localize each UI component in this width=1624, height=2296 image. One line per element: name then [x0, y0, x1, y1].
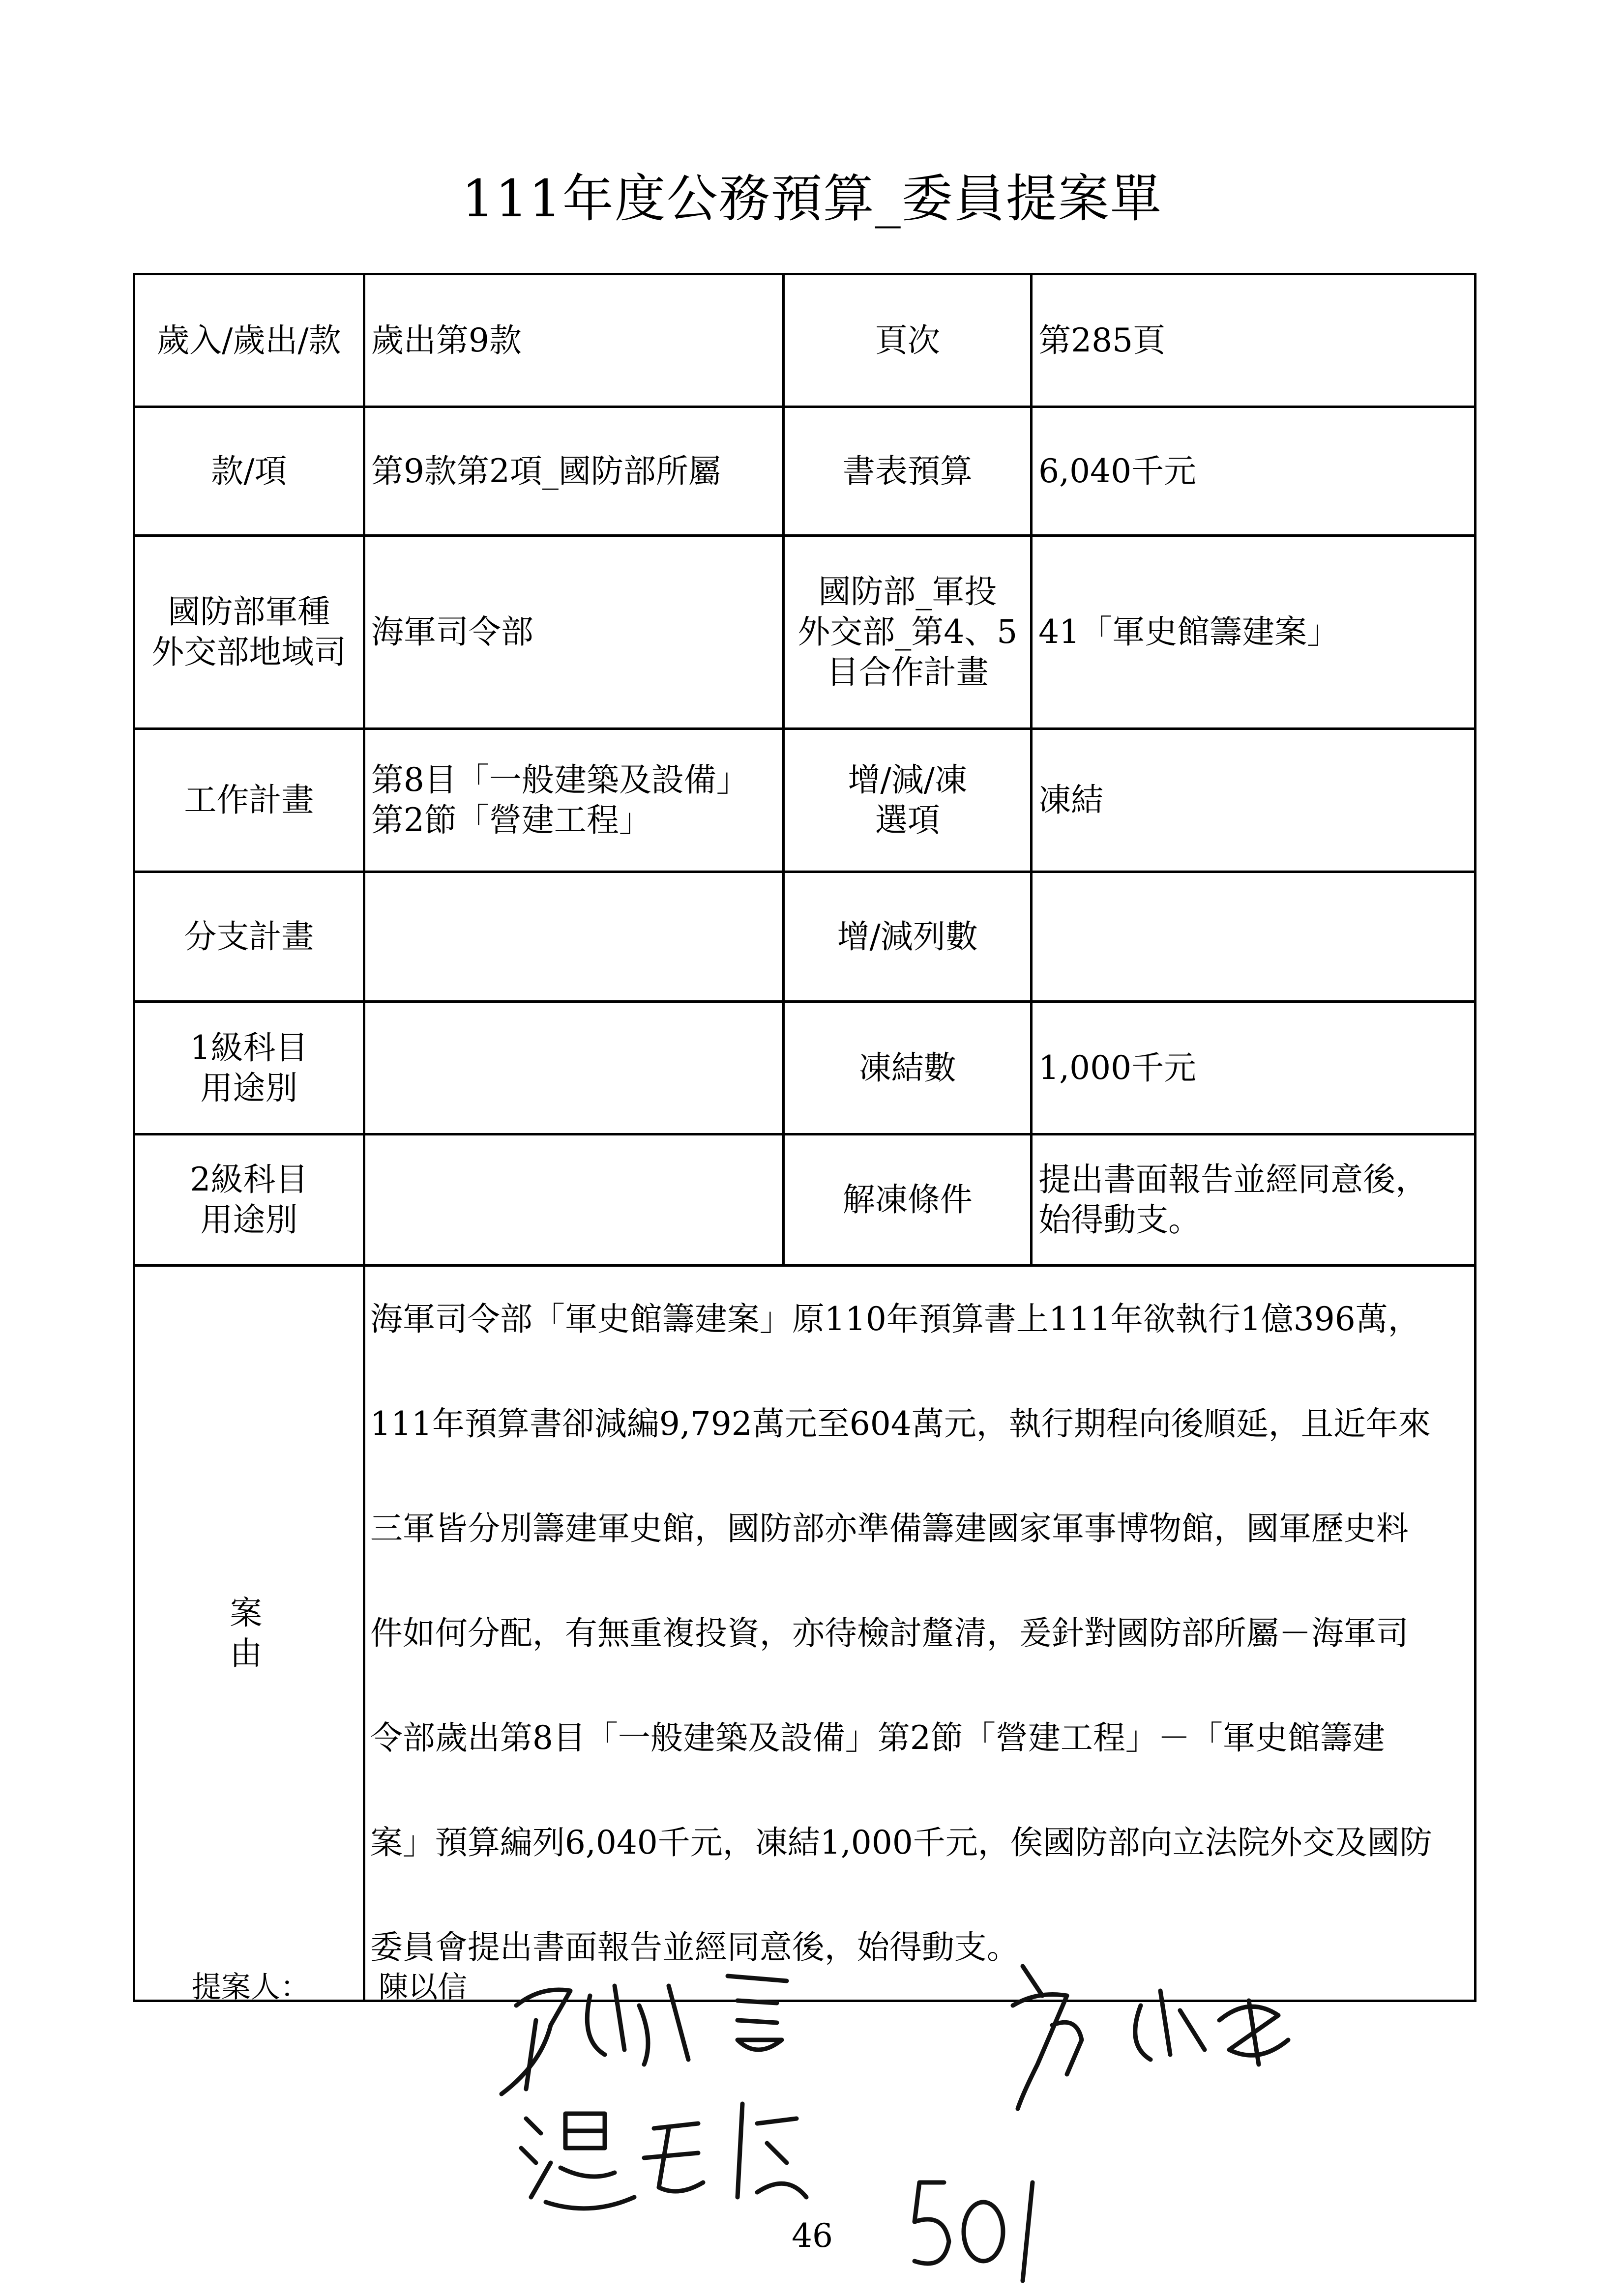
value-line: 提出書面報告並經同意後，	[1038, 1161, 1428, 1198]
proposer-label: 提案人：	[192, 1970, 310, 2005]
signature-3	[521, 2104, 806, 2209]
field-label: 書表預算	[784, 407, 1032, 536]
field-label: 歲入/歲出/款	[134, 274, 364, 407]
label-line: 外交部_第4、5	[797, 613, 1018, 651]
proposer-name: 陳以信	[379, 1970, 467, 2005]
reason-line: 海軍司令部「軍史館籌建案」原110年預算書上111年欲執行1億396萬，	[370, 1300, 1420, 1338]
field-value: 1,000千元	[1032, 1002, 1476, 1134]
label-line: 2級科目	[190, 1161, 308, 1198]
reason-line: 委員會提出書面報告並經同意後，始得動支。	[370, 1928, 1019, 1966]
reason-line: 三軍皆分別籌建軍史館，國防部亦準備籌建國家軍事博物館，國軍歷史料	[370, 1510, 1409, 1547]
value-line: 始得動支。	[1038, 1201, 1201, 1239]
field-label: 凍結數	[784, 1002, 1032, 1134]
signature-2	[1013, 1966, 1288, 2109]
page-title: 111年度公務預算_委員提案單	[462, 169, 1162, 229]
reason-label: 案由	[134, 1266, 364, 2001]
field-label: 頁次	[784, 274, 1032, 407]
label-line: 外交部地域司	[151, 633, 347, 671]
field-label: 工作計畫	[134, 729, 364, 872]
value-line: 第8目「一般建築及設備」	[371, 761, 749, 799]
field-label: 分支計畫	[134, 872, 364, 1002]
field-value: 41「軍史館籌建案」	[1032, 536, 1476, 729]
value-line: 第2節「營建工程」	[371, 801, 651, 839]
field-value: 第285頁	[1032, 274, 1476, 407]
field-value: 歲出第9款	[364, 274, 783, 407]
label-line: 國防部軍種	[168, 593, 330, 631]
label-line: 國防部_軍投	[818, 573, 997, 610]
field-value: 6,040千元	[1032, 407, 1476, 536]
reason-line: 件如何分配，有無重複投資，亦待檢討釐清，爰針對國防部所屬－海軍司	[370, 1614, 1409, 1652]
label-line: 用途別	[200, 1201, 298, 1239]
label-line: 1級科目	[190, 1028, 308, 1067]
field-value: 第9款第2項_國防部所屬	[364, 407, 783, 536]
handwritten-number-501	[915, 2182, 1033, 2281]
field-value: 海軍司令部	[364, 536, 783, 729]
label-line: 增/減/凍	[848, 761, 967, 799]
reason-line: 111年預算書卻減編9,792萬元至604萬元，執行期程向後順延，且近年來	[370, 1405, 1431, 1443]
label-line: 用途別	[200, 1069, 298, 1107]
reason-line: 令部歲出第8目「一般建築及設備」第2節「營建工程」－「軍史館籌建	[370, 1719, 1385, 1757]
field-value: 凍結	[1032, 729, 1476, 872]
field-label: 增/減列數	[784, 872, 1032, 1002]
label-line: 選項	[875, 801, 940, 839]
signature-1	[502, 1976, 787, 2094]
field-label: 款/項	[134, 407, 364, 536]
reason-line: 案」預算編列6,040千元，凍結1,000千元，俟國防部向立法院外交及國防	[370, 1824, 1432, 1861]
field-label: 解凍條件	[784, 1134, 1032, 1266]
label-line: 目合作計畫	[826, 653, 989, 691]
page-number: 46	[792, 2217, 833, 2255]
